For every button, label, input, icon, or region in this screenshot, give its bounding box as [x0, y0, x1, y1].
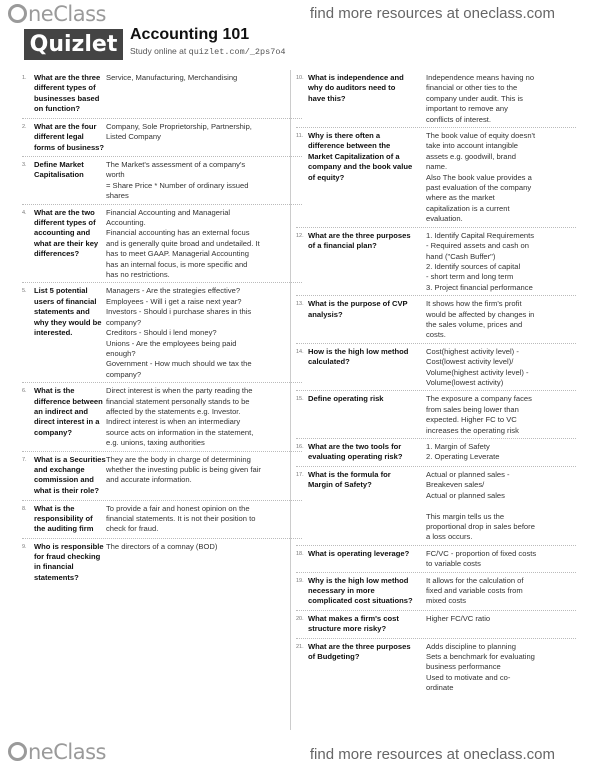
quizlet-url[interactable]: quizlet.com/_2ps7o4: [188, 47, 286, 57]
answer-line: the sales volume, prices and: [426, 319, 523, 329]
card-number: 1.: [22, 75, 27, 81]
answer-line: Employees - Will i get a raise next year?: [106, 296, 242, 306]
card-number: 6.: [22, 388, 27, 395]
answer-line: Cost(highest activity level) -: [426, 346, 519, 356]
column-divider: [290, 70, 291, 730]
answer-line: business performance: [426, 662, 501, 672]
answer-line: This margin tells us the: [426, 511, 505, 521]
answer-line: - short term and long term: [426, 272, 514, 282]
answer-line: from sales being lower than: [426, 404, 519, 414]
left-card-column: [22, 70, 302, 587]
oneclass-footer: [0, 738, 595, 770]
answer-line: Actual or planned sales -: [426, 470, 510, 479]
card-question: What is the responsibility of the auditing firm: [34, 503, 94, 534]
right-card-column: [296, 70, 576, 696]
answer-line: e.g. unions, taxing authorities: [106, 438, 205, 448]
answer-line: expected. Higher FC to VC: [426, 415, 517, 425]
footer-find-more-link[interactable]: find more resources at oneclass.com: [309, 746, 555, 763]
card-number: 3.: [22, 162, 27, 168]
answer-line: take into account intangible: [426, 141, 519, 151]
answer-line: Used to motivate and co-: [426, 672, 511, 682]
card-question: What makes a firm's cost structure more risky?: [308, 613, 399, 634]
card-answer: [426, 73, 566, 125]
card-number: 19.: [296, 577, 304, 584]
study-online-line: [130, 46, 286, 57]
answer-line: financial statements. It is not their position to: [106, 513, 256, 523]
answer-line: Direct interest is when the party reading the: [106, 386, 253, 396]
card-number: 8.: [22, 505, 27, 512]
answer-line: Creditors - Should i lend money?: [106, 328, 217, 338]
answer-line: shares: [106, 191, 129, 201]
flashcard-row: [296, 610, 576, 638]
answer-line: 1. Identify Capital Requirements: [426, 230, 535, 240]
answer-line: and accurate information.: [106, 475, 192, 485]
answer-line: - Required assets and cash on: [426, 241, 529, 251]
answer-line: Investors - Should i purchase shares in this: [106, 307, 252, 317]
answer-line: capitalization is a current: [426, 203, 510, 213]
oneclass-footer-o-icon: [8, 742, 27, 761]
card-question: Define Market Capitalisation: [34, 160, 84, 180]
card-answer: [426, 394, 566, 436]
answer-line: company under audit. This is: [426, 93, 523, 103]
answer-line: name.: [426, 162, 448, 172]
answer-line: and is generally quite broad and undetailed. It: [106, 238, 260, 248]
card-number: 15.: [296, 396, 304, 403]
answer-line: It shows how the firm's profit: [426, 299, 522, 309]
answer-line: Financial Accounting and Managerial: [106, 207, 231, 217]
oneclass-header: [0, 0, 595, 30]
answer-line: has to meet GAAP. Managerial Accounting: [106, 249, 249, 259]
card-question: What are the three purposes of a financial plan?: [308, 230, 411, 251]
card-question: What are the three purposes of Budgeting?: [308, 641, 411, 662]
flashcard-row: [296, 70, 576, 127]
flashcard-row: [296, 127, 576, 227]
flashcard-row: [296, 572, 576, 610]
answer-line: 2. Identify sources of capital: [426, 261, 521, 271]
oneclass-o-icon: [8, 4, 27, 23]
card-question: What are the two different types of accounting and what are their key differences?: [34, 207, 99, 259]
answer-line: Independence means having no: [426, 73, 535, 82]
flashcard-row: [296, 438, 576, 466]
card-question: What is independence and why do auditors need to have this?: [308, 73, 404, 103]
card-answer: [426, 299, 566, 341]
flashcard-row: [296, 227, 576, 295]
answer-line: important to remove any: [426, 104, 508, 114]
answer-line: increases the operating risk: [426, 425, 519, 435]
answer-line: company?: [106, 369, 142, 379]
answer-line: financial or other ties to the: [426, 83, 518, 93]
answer-line: Financial accounting has an external focus: [106, 228, 250, 238]
card-answer: [426, 231, 566, 293]
card-question: What is a Securities and exchange commission and what is their role?: [34, 454, 106, 495]
flashcard-row: [22, 451, 302, 500]
answer-line: source acts on information in the statement,: [106, 427, 254, 437]
answer-line: Managers - Are the strategies effective?: [106, 286, 241, 296]
answer-line: company?: [106, 317, 142, 327]
card-number: 5.: [22, 288, 27, 295]
card-number: 16.: [296, 444, 304, 450]
card-question: What is the formula for Margin of Safety?: [308, 470, 391, 490]
answer-line: = Share Price * Number of ordinary issued: [106, 180, 249, 190]
answer-line: Actual or planned sales: [426, 490, 505, 500]
card-number: 2.: [22, 124, 27, 130]
card-number: 18.: [296, 550, 304, 557]
card-answer: [426, 614, 566, 636]
answer-line: The directors of a comnay (BOD): [106, 541, 218, 551]
flashcard-row: [22, 204, 302, 283]
oneclass-footer-brand-text: neClass: [28, 740, 106, 764]
card-answer: [106, 286, 296, 380]
answer-line: Volume(highest activity level) -: [426, 367, 529, 377]
card-question: Define operating risk: [308, 394, 384, 404]
answer-line: The exposure a company faces: [426, 394, 532, 404]
card-answer: [106, 542, 296, 585]
card-answer: [106, 504, 296, 536]
answer-line: conflicts of interest.: [426, 114, 491, 124]
card-number: 21.: [296, 643, 304, 650]
flashcard-row: [296, 390, 576, 438]
flashcard-row: [22, 500, 302, 538]
card-answer: [106, 208, 296, 281]
card-question: List 5 potential users of financial statements and why they would be interested.: [34, 286, 102, 338]
answer-line: has no restrictions.: [106, 270, 170, 280]
answer-line: affected by the statements e.g. Investor.: [106, 406, 241, 416]
oneclass-footer-logo[interactable]: [8, 740, 106, 764]
answer-line: Also The book value provides a: [426, 172, 532, 182]
card-answer: [106, 73, 296, 116]
flashcard-row: [22, 282, 302, 382]
card-number: 11.: [296, 133, 304, 140]
card-answer: [426, 549, 566, 570]
answer-line: Breakeven sales/: [426, 480, 485, 490]
card-question: What is the difference between an indirect and direct interest in a company?: [34, 386, 103, 437]
card-number: 14.: [296, 348, 304, 355]
card-answer: [426, 642, 566, 694]
flashcard-row: [22, 538, 302, 587]
flashcard-row: [296, 343, 576, 391]
card-answer: [426, 347, 566, 389]
answer-line: Volume(lowest activity): [426, 377, 504, 387]
card-answer: [426, 131, 566, 225]
card-answer: [106, 455, 296, 498]
card-answer: [106, 160, 296, 202]
answer-line: 3. Project financial performance: [426, 282, 533, 292]
answer-line: assets e.g. goodwill, brand: [426, 151, 516, 161]
answer-line: check for fraud.: [106, 524, 159, 534]
answer-line: Cost(lowest activity level)/: [426, 357, 514, 367]
answer-line: evaluation.: [426, 214, 463, 224]
answer-line: financial statement personally stands to be: [106, 396, 250, 406]
card-number: 9.: [22, 543, 27, 550]
flashcard-row: [22, 118, 302, 156]
card-question: Who is responsible for fraud checking in financial statements?: [34, 541, 104, 582]
answer-line: Indirect interest is when an intermediary: [106, 417, 241, 427]
answer-line: ordinate: [426, 683, 454, 693]
card-answer: [106, 122, 296, 154]
answer-line: a loss occurs.: [426, 532, 473, 542]
answer-line: to variable costs: [426, 559, 481, 569]
answer-line: where as the market: [426, 193, 495, 203]
answer-line: Higher FC/VC ratio: [426, 613, 491, 623]
answer-line: [426, 501, 566, 511]
answer-line: Government - How much should we tax the: [106, 359, 252, 369]
oneclass-logo[interactable]: [8, 2, 106, 26]
answer-line: Listed Company: [106, 132, 161, 142]
answer-line: Adds discipline to planning: [426, 641, 516, 651]
answer-line: enough?: [106, 348, 136, 358]
answer-line: To provide a fair and honest opinion on the: [106, 503, 250, 513]
card-question: What is operating leverage?: [308, 548, 410, 558]
answer-line: whether the investing public is being given fair: [106, 464, 261, 474]
answer-line: Sets a benchmark for evaluating: [426, 652, 535, 662]
answer-line: FC/VC - proportion of fixed costs: [426, 548, 537, 558]
card-question: What are the three different types of businesses based on function?: [34, 73, 101, 114]
card-answer: [426, 470, 566, 543]
answer-line: would be affected by changes in: [426, 309, 535, 319]
card-number: 10.: [296, 75, 304, 81]
oneclass-brand-text: neClass: [28, 2, 106, 26]
answer-line: The book value of equity doesn't: [426, 131, 536, 141]
flashcard-row: [22, 70, 302, 118]
answer-line: They are the body in charge of determining: [106, 454, 251, 464]
quizlet-logo: Quizlet: [24, 29, 123, 60]
answer-line: worth: [106, 170, 125, 180]
study-online-label: Study online at: [130, 46, 187, 56]
flashcard-row: [296, 466, 576, 545]
answer-line: Unions - Are the employees being paid: [106, 338, 237, 348]
flashcard-row: [296, 295, 576, 343]
flashcard-row: [296, 545, 576, 572]
answer-line: has an internal focus, is more specific and: [106, 259, 248, 269]
answer-line: 2. Operating Leverate: [426, 452, 500, 462]
card-question: What is the purpose of CVP analysis?: [308, 299, 408, 319]
answer-line: It allows for the calculation of: [426, 575, 524, 585]
card-answer: [106, 386, 296, 448]
answer-line: proportional drop in sales before: [426, 522, 535, 532]
card-number: 13.: [296, 301, 304, 308]
answer-line: Accounting.: [106, 218, 146, 228]
card-number: 7.: [22, 456, 27, 463]
find-more-link[interactable]: find more resources at oneclass.com: [309, 5, 555, 22]
card-answer: [426, 576, 566, 608]
answer-line: 1. Margin of Safety: [426, 442, 490, 451]
card-question: Why is there often a difference between the Market Capitalization of a company and the book value of equity?: [308, 131, 413, 182]
answer-line: past evaluation of the company: [426, 183, 532, 193]
answer-line: fixed and variable costs from: [426, 586, 523, 596]
card-number: 17.: [296, 472, 304, 478]
flashcard-row: [22, 382, 302, 450]
card-number: 4.: [22, 209, 27, 216]
card-number: 12.: [296, 232, 304, 239]
flashcard-row: [22, 156, 302, 204]
card-question: What are the four different legal forms of business?: [34, 122, 105, 152]
answer-line: Service, Manufacturing, Merchandising: [106, 73, 238, 82]
answer-line: mixed costs: [426, 596, 467, 606]
card-question: Why is the high low method necessary in more complicated cost situations?: [308, 575, 413, 606]
answer-line: hand ("Cash Buffer"): [426, 251, 496, 261]
answer-line: Company, Sole Proprietorship, Partnership,: [106, 122, 252, 131]
answer-line: The Market's assessment of a company's: [106, 160, 246, 169]
card-answer: [426, 442, 566, 464]
document-title: Accounting 101: [130, 26, 250, 43]
answer-line: costs.: [426, 330, 446, 340]
flashcard-row: [296, 638, 576, 696]
card-number: 20.: [296, 615, 304, 622]
card-question: How is the high low method calculated?: [308, 346, 409, 367]
card-question: What are the two tools for evaluating operating risk?: [308, 442, 403, 462]
